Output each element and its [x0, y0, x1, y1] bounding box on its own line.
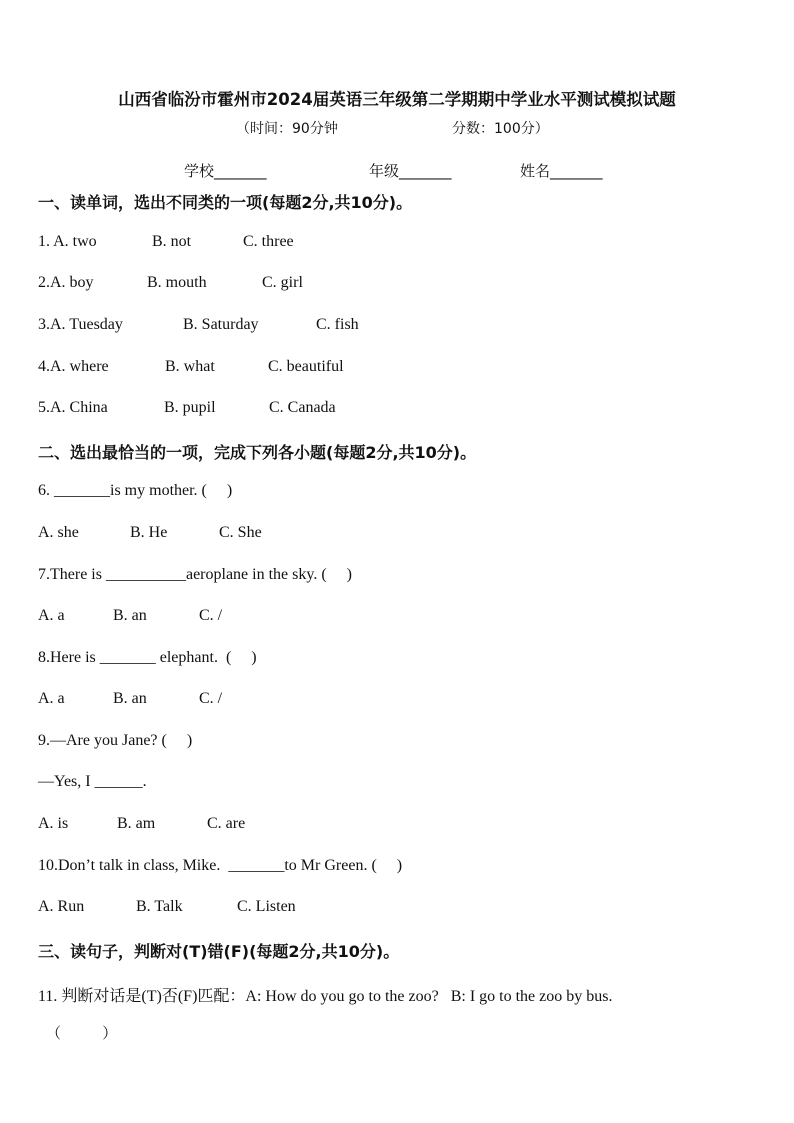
grade-field: 年级_______ [369, 162, 452, 180]
q2-option-a: 2.A. boy [38, 274, 94, 291]
q9-option-b: B. am [117, 815, 156, 832]
q9-reply: —Yes, I ______. [38, 773, 147, 790]
q3-option-c: C. fish [316, 316, 359, 333]
q8-option-b: B. an [113, 690, 147, 707]
q7-option-a: A. a [38, 607, 65, 624]
q6-option-c: C. She [219, 524, 262, 541]
q9-option-c: C. are [207, 815, 246, 832]
time-limit: （时间：90分钟 [236, 121, 338, 137]
q11-answer-blank: （ ） [46, 1026, 118, 1042]
q1-option-c: C. three [243, 233, 294, 250]
q2-option-b: B. mouth [147, 274, 207, 291]
q7-stem: 7.There is __________aeroplane in the sky. ( ) [38, 566, 352, 583]
q6-stem: 6. _______is my mother. ( ) [38, 482, 233, 499]
q8-option-c: C. / [199, 690, 223, 707]
q6-option-a: A. she [38, 524, 79, 541]
q5-option-b: B. pupil [164, 399, 216, 416]
q10-option-c: C. Listen [237, 898, 296, 915]
q4-option-a: 4.A. where [38, 358, 109, 375]
q4-option-c: C. beautiful [268, 358, 344, 375]
total-score: 分数：100分） [452, 121, 549, 137]
q6-option-b: B. He [130, 524, 168, 541]
q4-option-b: B. what [165, 358, 215, 375]
q5-option-c: C. Canada [269, 399, 336, 416]
name-field: 姓名_______ [520, 162, 603, 180]
q1-option-b: B. not [152, 233, 192, 250]
q3-option-b: B. Saturday [183, 316, 259, 333]
q3-option-a: 3.A. Tuesday [38, 316, 123, 333]
q10-option-a: A. Run [38, 898, 85, 915]
q7-option-c: C. / [199, 607, 223, 624]
q10-option-b: B. Talk [136, 898, 183, 915]
q10-stem: 10.Don’t talk in class, Mike. _______to Mr Green. ( ) [38, 857, 403, 874]
q2-option-c: C. girl [262, 274, 303, 291]
page-title: 山西省临汾市霍州市2024届英语三年级第二学期期中学业水平测试模拟试题 [118, 90, 676, 109]
q9-stem: 9.—Are you Jane? ( ) [38, 732, 193, 749]
q1-option-a: 1. A. two [38, 233, 97, 250]
section-2-heading: 二、选出最恰当的一项，完成下列各小题(每题2分,共10分)。 [38, 443, 477, 462]
q8-option-a: A. a [38, 690, 65, 707]
school-field: 学校_______ [184, 162, 267, 180]
q7-option-b: B. an [113, 607, 147, 624]
q9-option-a: A. is [38, 815, 69, 832]
q5-option-a: 5.A. China [38, 399, 108, 416]
q8-stem: 8.Here is _______ elephant. ( ) [38, 649, 257, 666]
section-3-heading: 三、读句子，判断对(T)错(F)(每题2分,共10分)。 [38, 942, 400, 961]
section-1-heading: 一、读单词，选出不同类的一项(每题2分,共10分)。 [38, 193, 413, 212]
q11-stem: 11. 判断对话是(T)否(F)匹配：A: How do you go to the zoo? B: I go to the zoo by bus. [38, 988, 613, 1005]
